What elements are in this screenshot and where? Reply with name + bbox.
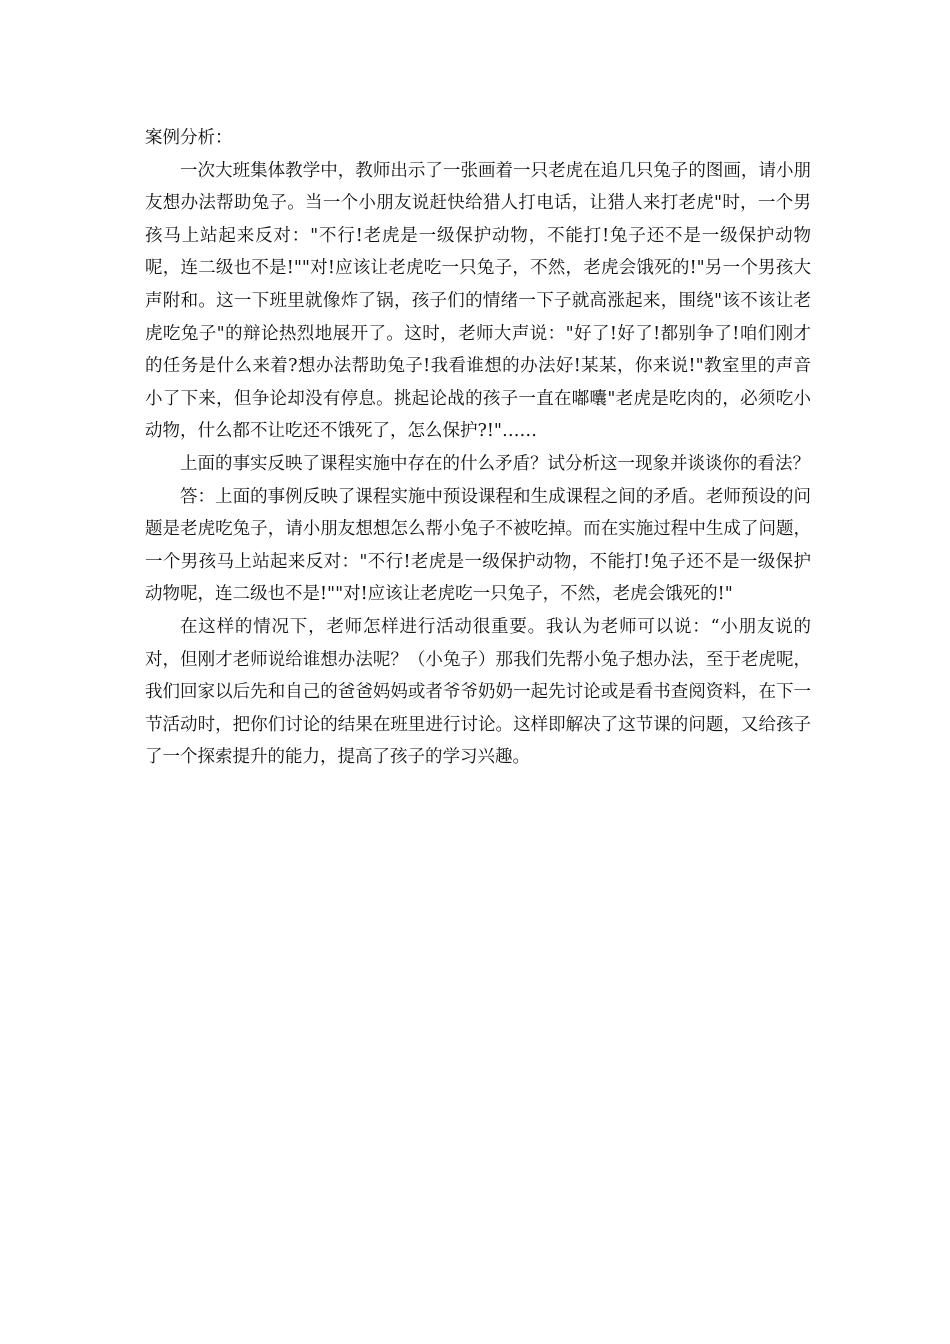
section-heading: 案例分析： — [145, 128, 233, 148]
question-paragraph: 上面的事实反映了课程实施中存在的什么矛盾？试分析这一现象并谈谈你的看法？ — [180, 453, 810, 474]
opinion-paragraph: 在这样的情况下，老师怎样进行活动很重要。我认为老师可以说：“小朋友说的对，但刚才老师说给谁想办法呢？（小兔子）那我们先帮小兔子想办法，至于老虎呢，我们回家以后先和自己的爸爸妈妈或者爷爷奶奶一起先讨论或是看书查阅资料，在下一节活动时，把你们讨论的结果在班里进行讨论。这样即解决了这节课的问题，又给孩子了一个探索提升的能力，提高了孩子的学习兴趣。 — [145, 616, 811, 768]
document-body — [145, 122, 811, 774]
answer-paragraph: 答：上面的事例反映了课程实施中预设课程和生成课程之间的矛盾。老师预设的问题是老虎吃兔子，请小朋友想想怎么帮小兔子不被吃掉。而在实施过程中生成了问题，一个男孩马上站起来反对："不行!老虎是一级保护动物，不能打!兔子还不是一级保护动物呢，连二级也不是!""对!应该让老虎吃一只兔子，不然，老虎会饿死的!" — [145, 486, 811, 605]
case-description-paragraph: 一次大班集体教学中，教师出示了一张画着一只老虎在追几只兔子的图画，请小朋友想办法帮助兔子。当一个小朋友说赶快给猎人打电话，让猎人来打老虎"时，一个男孩马上站起来反对："不行!老虎是一级保护动物，不能打!兔子还不是一级保护动物呢，连二级也不是!""对!应该让老虎吃一只兔子，不然，老虎会饿死的!"另一个男孩大声附和。这一下班里就像炸了锅，孩子们的情绪一下子就高涨起来，围绕"该不该让老虎吃兔子"的辩论热烈地展开了。这时，老师大声说："好了!好了!都别争了!咱们刚才的任务是什么来着?想办法帮助兔子!我看谁想的办法好!某某，你来说!"教室里的声音小了下来，但争论却没有停息。挑起论战的孩子一直在嘟囔"老虎是吃肉的，必须吃小动物，什么都不让吃还不饿死了，怎么保护?!"…… — [145, 160, 811, 442]
